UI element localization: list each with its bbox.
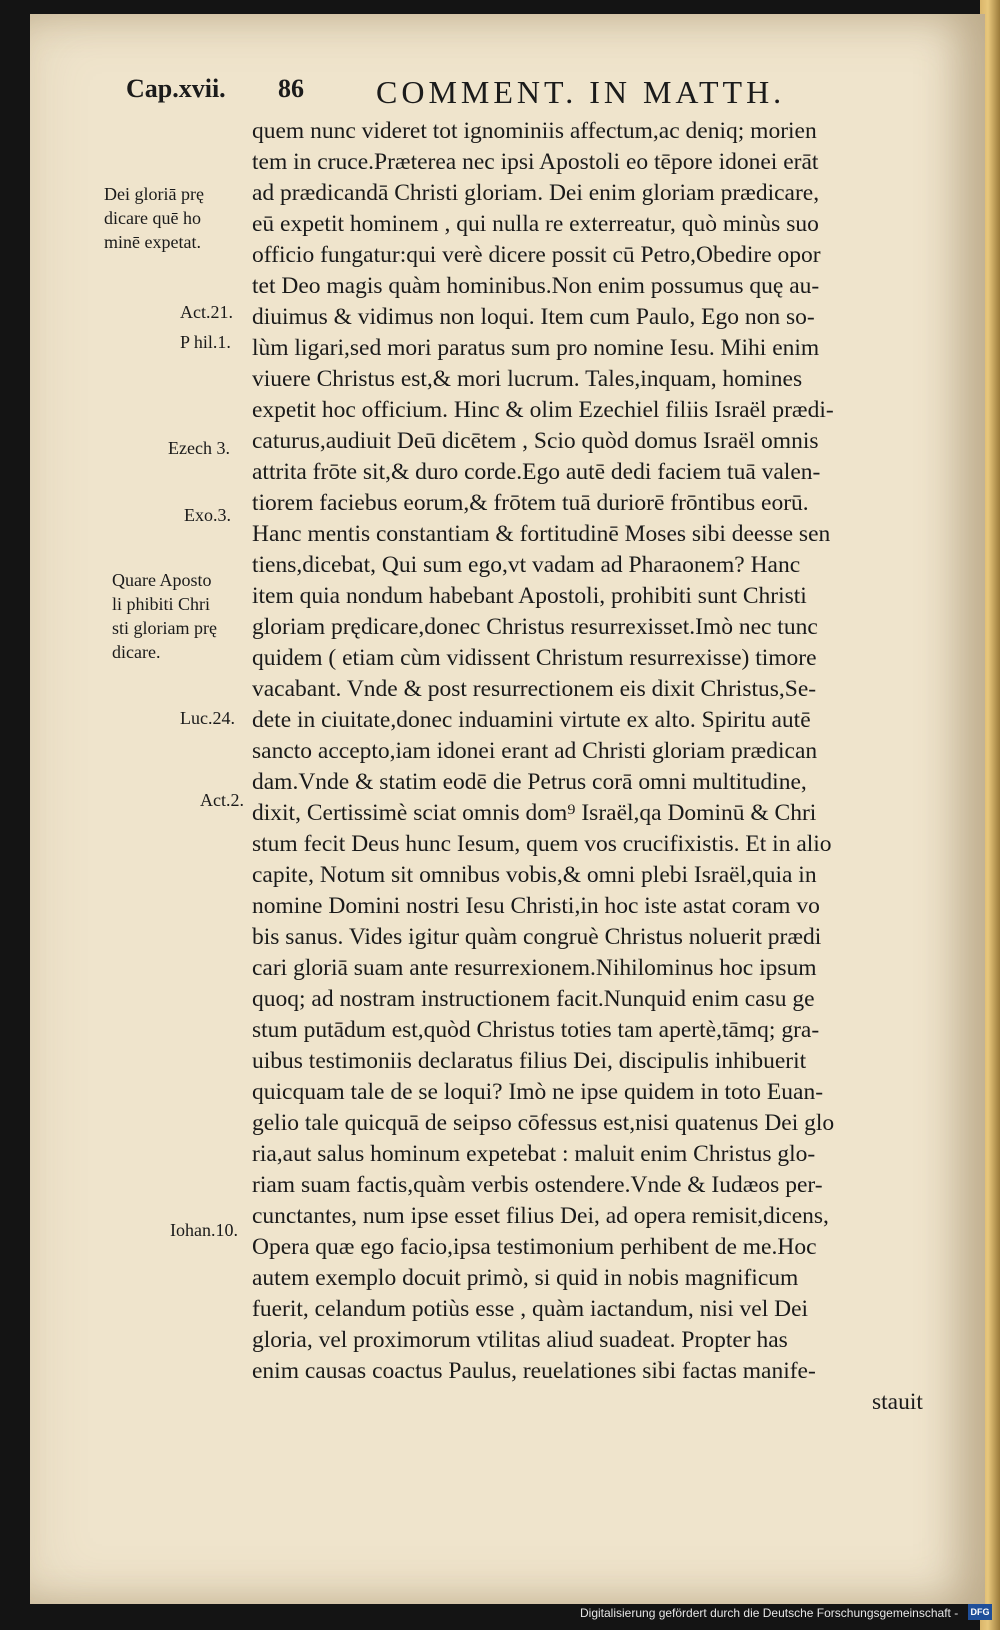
margin-note: dicare.	[112, 642, 161, 662]
text-line: tiens,dicebat, Qui sum ego,vt vadam ad Pharaonem? Hanc	[252, 552, 801, 578]
text-line: fuerit, celandum potiùs esse , quàm iactandum, nisi vel Dei	[252, 1296, 809, 1322]
catchword: stauit	[872, 1389, 923, 1415]
text-line: diuimus & vidimus non loqui. Item cum Paulo, Ego non so-	[252, 304, 815, 330]
chapter-label: Cap.xvii.	[126, 74, 226, 103]
text-line: lùm ligari,sed mori paratus sum pro nomine Iesu. Mihi enim	[252, 335, 820, 361]
margin-note: Iohan.10.	[170, 1220, 238, 1240]
text-line: gloriam prędicare,donec Christus resurrexisset.Imò nec tunc	[252, 614, 818, 640]
text-line: riam suam factis,quàm verbis ostendere.Vnde & Iudæos per-	[252, 1172, 823, 1198]
text-line: autem exemplo docuit primò, si quid in nobis magnificum	[252, 1265, 799, 1291]
text-line: quem nunc videret tot ignominiis affectum,ac deniq; morien	[252, 118, 817, 144]
text-line: expetit hoc officium. Hinc & olim Ezechiel filiis Israël prædi-	[252, 397, 834, 423]
text-line: stum putādum est,quòd Christus toties tam apertè,tāmq; gra-	[252, 1017, 820, 1043]
margin-note: Exo.3.	[184, 505, 231, 525]
margin-note: Ezech 3.	[168, 438, 230, 458]
text-line: nomine Domini nostri Iesu Christi,in hoc iste astat coram vo	[252, 893, 820, 919]
margin-note: Act.21.	[180, 302, 233, 322]
page-number: 86	[278, 74, 304, 103]
text-line: item quia nondum habebant Apostoli, prohibiti sunt Christi	[252, 583, 807, 609]
margin-note: li phibiti Chri	[112, 594, 211, 614]
dfg-logo: DFG	[968, 1604, 992, 1620]
text-line: tem in cruce.Præterea nec ipsi Apostoli eo tēpore idonei erāt	[252, 149, 819, 175]
text-line: gelio tale quicquā de seipso cōfessus est,nisi quatenus Dei glo	[252, 1110, 835, 1136]
text-line: dam.Vnde & statim eodē die Petrus corā omni multitudine,	[252, 769, 807, 795]
text-line: stum fecit Deus hunc Iesum, quem vos crucifixistis. Et in alio	[252, 831, 832, 857]
text-line: Hanc mentis constantiam & fortitudinē Moses sibi deesse sen	[252, 521, 831, 547]
text-line: officio fungatur:qui verè dicere possit cū Petro,Obedire opor	[252, 242, 821, 268]
text-line: dete in ciuitate,donec induamini virtute ex alto. Spiritu autē	[252, 707, 811, 733]
margin-note: Act.2.	[200, 790, 244, 810]
text-line: ria,aut salus hominum expetebat : maluit enim Christus glo-	[252, 1141, 816, 1167]
text-line: uibus testimoniis declaratus filius Dei, discipulis inhibuerit	[252, 1048, 807, 1074]
page-header	[126, 74, 906, 118]
margin-note: minē expetat.	[104, 232, 201, 252]
digitization-credit: Digitalisierung gefördert durch die Deutsche Forschungsgemeinschaft -	[580, 1606, 959, 1620]
margin-note: sti gloriam prę	[112, 618, 217, 638]
text-line: dixit, Certissimè sciat omnis dom⁹ Israël,qa Dominū & Chri	[252, 800, 817, 826]
text-line: viuere Christus est,& mori lucrum. Tales,inquam, homines	[252, 366, 803, 392]
text-line: eū expetit hominem , qui nulla re exterreatur, quò minùs suo	[252, 211, 819, 237]
text-line: attrita frōte sit,& duro corde.Ego autē dedi faciem tuā valen-	[252, 459, 821, 485]
margin-note: Quare Aposto	[112, 570, 212, 590]
text-line: sancto accepto,iam idonei erant ad Christi gloriam prædican	[252, 738, 818, 764]
text-line: gloria, vel proximorum vtilitas aliud suadeat. Propter has	[252, 1327, 788, 1353]
text-line: cunctantes, num ipse esset filius Dei, ad opera remisit,dicens,	[252, 1203, 829, 1229]
margin-note: dicare quē ho	[104, 208, 201, 228]
text-line: tet Deo magis quàm hominibus.Non enim possumus quę au-	[252, 273, 820, 299]
text-line: cari gloriā suam ante resurrexionem.Nihilominus hoc ipsum	[252, 955, 817, 981]
text-line: bis sanus. Vides igitur quàm congruè Christus noluerit prædi	[252, 924, 822, 950]
text-line: quoq; ad nostram instructionem facit.Nunquid enim casu ge	[252, 986, 815, 1012]
text-line: tiorem faciebus eorum,& frōtem tuā duriorē frōntibus eorū.	[252, 490, 809, 516]
margin-note: Dei gloriā prę	[104, 184, 204, 204]
text-line: quidem ( etiam cùm vidissent Christum resurrexisse) timore	[252, 645, 817, 671]
running-title: COMMENT. IN MATTH.	[376, 74, 786, 110]
text-line: caturus,audiuit Deū dicētem , Scio quòd domus Israël omnis	[252, 428, 819, 454]
margin-note: P hil.1.	[180, 332, 231, 352]
margin-note: Luc.24.	[180, 708, 235, 728]
text-line: enim causas coactus Paulus, reuelationes sibi factas manife-	[252, 1358, 816, 1384]
text-line: quicquam tale de se loqui? Imò ne ipse quidem in toto Euan-	[252, 1079, 824, 1105]
text-line: vacabant. Vnde & post resurrectionem eis dixit Christus,Se-	[252, 676, 817, 702]
text-line: capite, Notum sit omnibus vobis,& omni plebi Israël,quia in	[252, 862, 817, 888]
text-line: Opera quæ ego facio,ipsa testimonium perhibent de me.Hoc	[252, 1234, 817, 1260]
text-line: ad prædicandā Christi gloriam. Dei enim gloriam prædicare,	[252, 180, 820, 206]
